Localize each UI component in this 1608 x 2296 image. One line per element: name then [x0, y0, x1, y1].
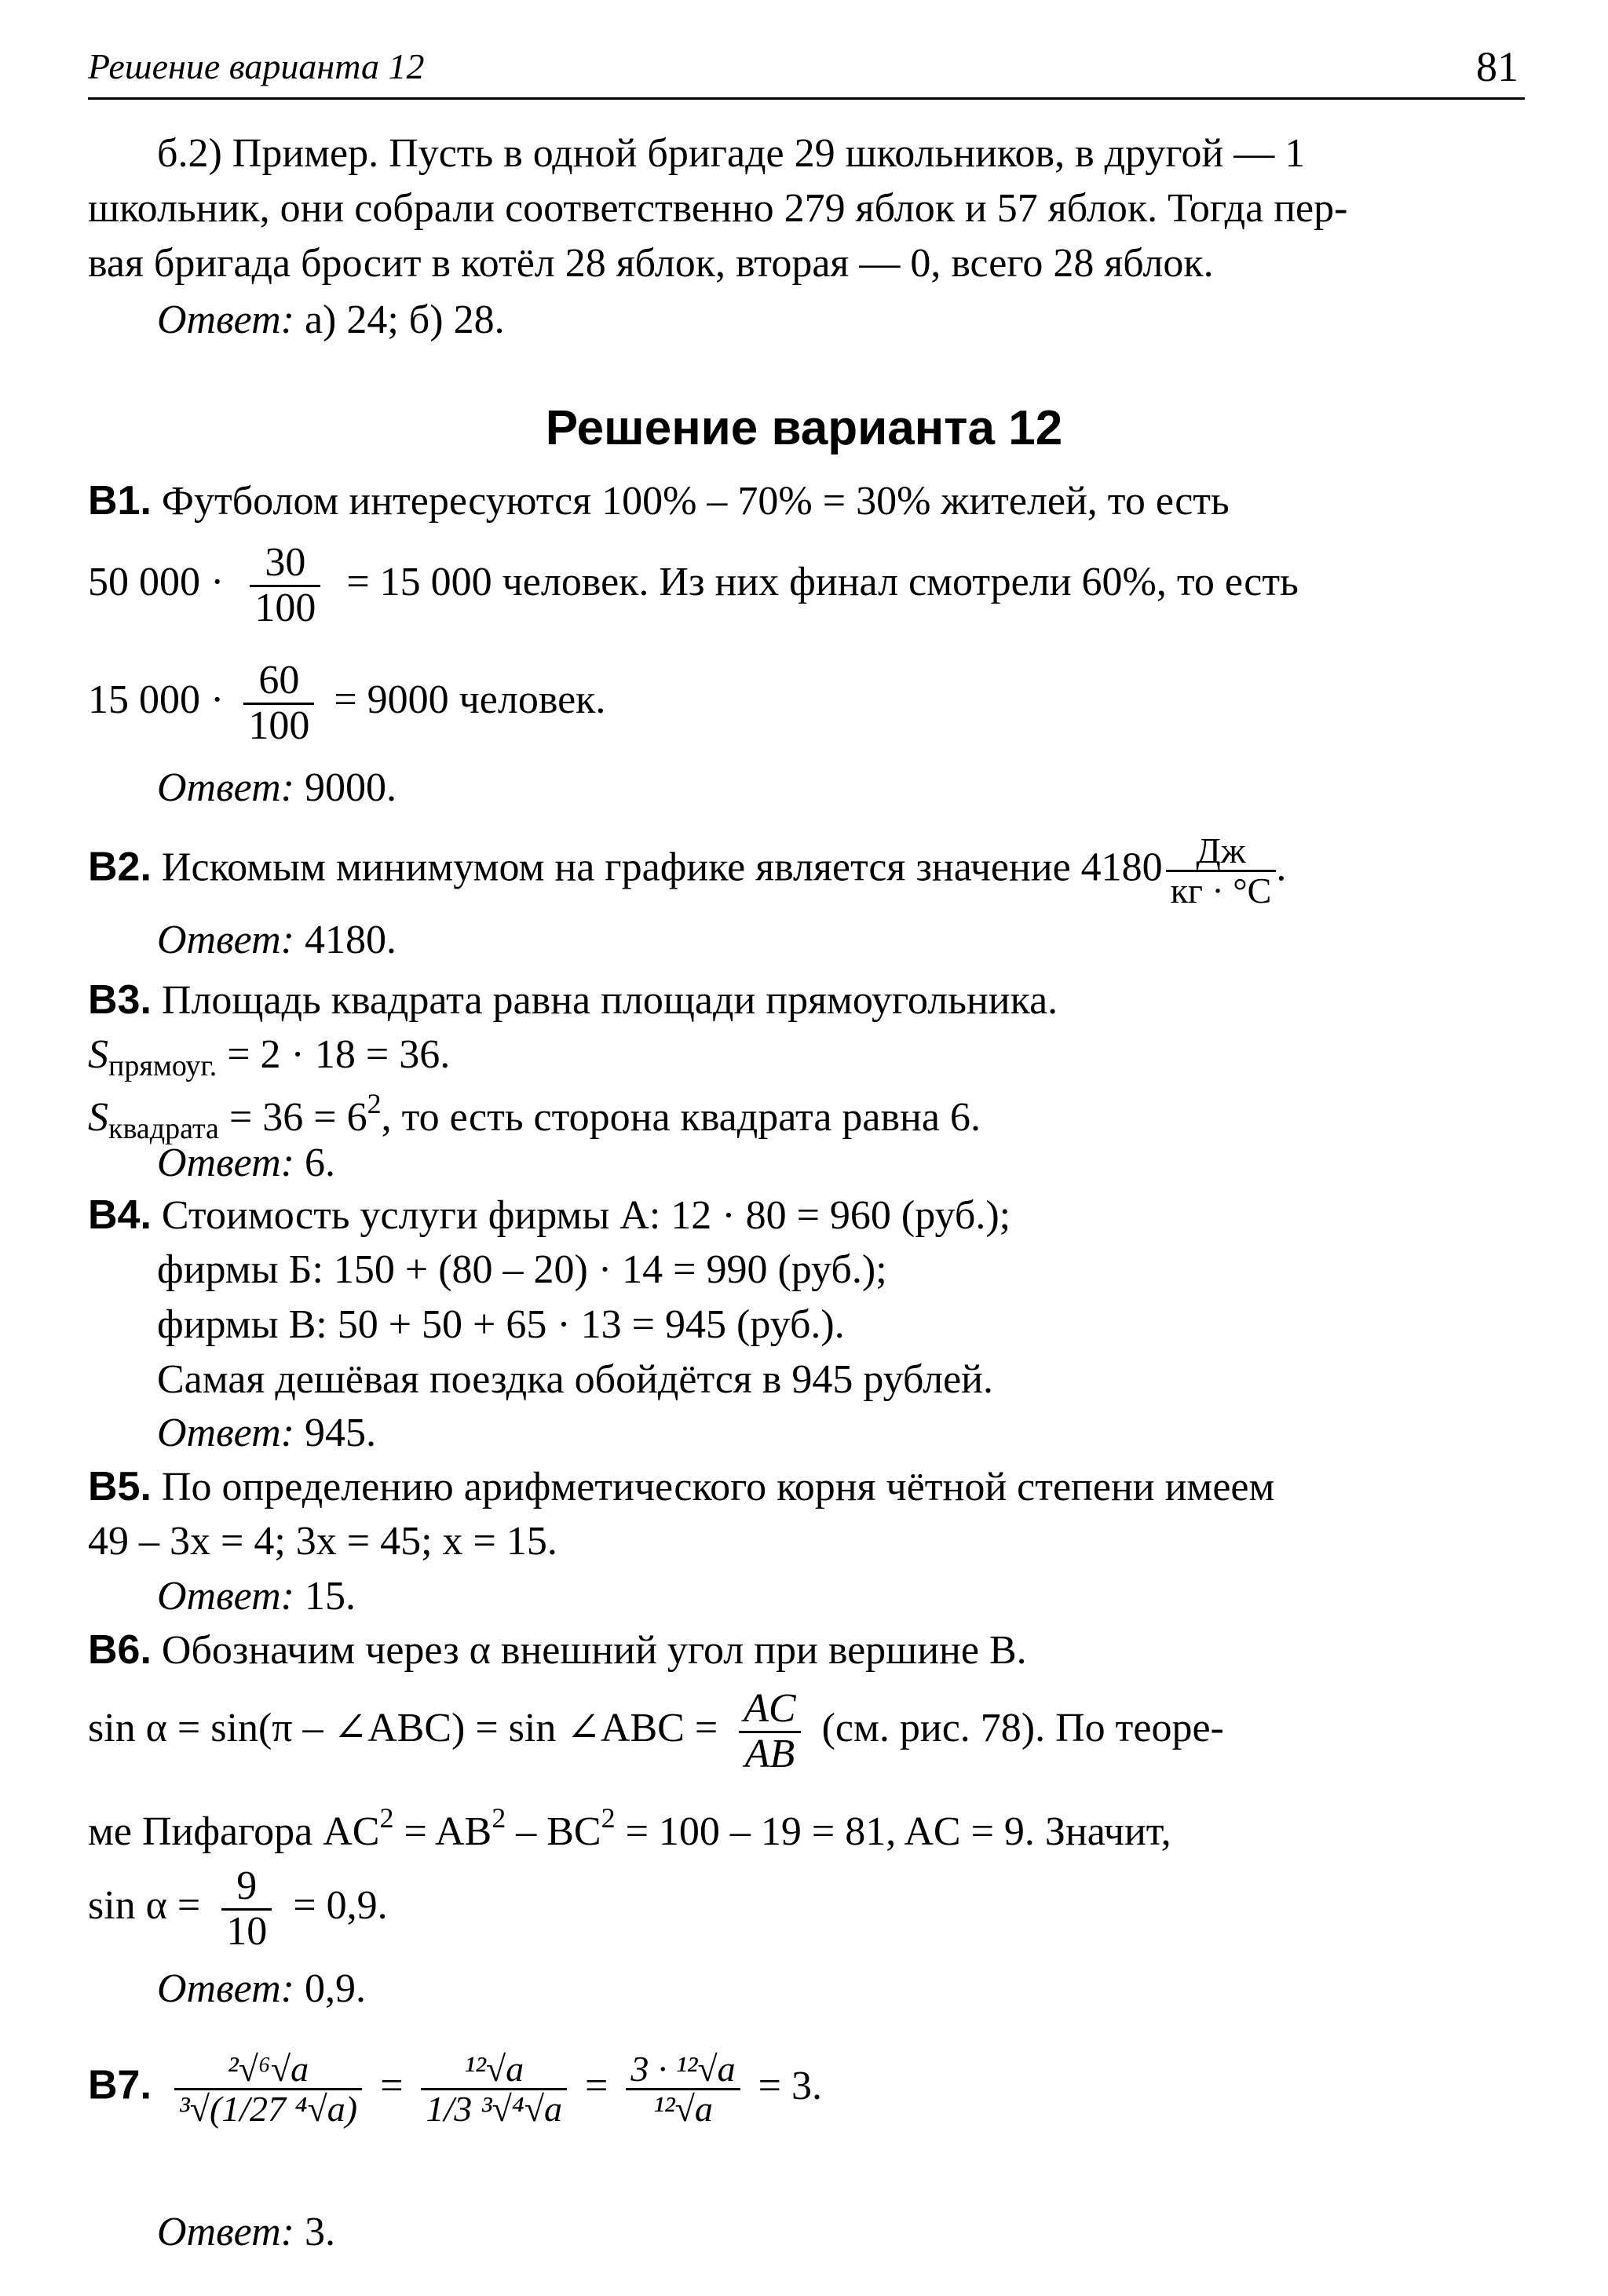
- equals-sign: =: [380, 2063, 404, 2108]
- b3-eq2b: , то есть сторона квадрата равна 6.: [381, 1095, 981, 1140]
- b6-equation-2: [88, 1865, 388, 1953]
- b1-eq2-fraction: [243, 659, 314, 747]
- b2-label: B2.: [88, 844, 152, 890]
- b1-eq2-right: = 9000 человек.: [334, 677, 606, 723]
- b6-line-3: [88, 1804, 1171, 1852]
- b1-eq1-fraction: [250, 542, 320, 630]
- b4-line-3: фирмы В: 50 + 50 + 65 · 13 = 945 (руб.).: [157, 1302, 845, 1347]
- b6-label: B6.: [88, 1627, 152, 1673]
- b6-eq2-fraction: [221, 1865, 272, 1953]
- b6-pyth-d: = 100 – 19 = 81, AC = 9. Значит,: [615, 1809, 1171, 1854]
- fraction-numerator: AC: [739, 1688, 800, 1733]
- exponent: 2: [492, 1802, 506, 1834]
- fraction-denominator: ³√(1/27 ⁴√a): [178, 2089, 358, 2130]
- answer-value: 4180.: [304, 918, 397, 962]
- answer-label: Ответ:: [157, 1141, 294, 1185]
- b3-answer: [157, 1143, 335, 1184]
- answer-value: 0,9.: [304, 1966, 366, 2011]
- fraction-denominator: 10: [226, 1908, 268, 1954]
- b2-text: Искомым минимумом на графике является значение 4180: [161, 845, 1163, 890]
- exponent: 2: [367, 1088, 382, 1119]
- b5-line-2: 49 – 3x = 4; 3x = 45; x = 15.: [88, 1519, 557, 1564]
- b6-text: Обозначим через α внешний угол при вершине B.: [161, 1628, 1027, 1673]
- b1-eq2-left: 15 000 ·: [88, 677, 225, 723]
- b4-line-4: Самая дешёвая поездка обойдётся в 945 рублей.: [157, 1357, 994, 1402]
- b1-label: B1.: [88, 478, 152, 524]
- fraction-denominator: AB: [744, 1731, 795, 1776]
- b1-text: Футболом интересуются 100% – 70% = 30% жителей, то есть: [161, 479, 1230, 524]
- fraction-numerator: 3 · ¹²√a: [626, 2050, 740, 2090]
- b6-answer: [157, 1966, 366, 2011]
- answer-label: Ответ:: [157, 1966, 294, 2011]
- area-subscript: квадрата: [108, 1112, 219, 1145]
- answer-label: Ответ:: [157, 765, 294, 810]
- answer-value: 15.: [304, 1574, 356, 1619]
- answer-value: а) 24; б) 28.: [304, 297, 505, 342]
- b2-line: [88, 832, 1286, 911]
- b1-answer: [157, 765, 397, 810]
- b3-line-1: [88, 977, 1058, 1023]
- fraction-numerator: 9: [221, 1865, 272, 1911]
- b6-eq1-right: (см. рис. 78). По теоре-: [821, 1706, 1224, 1751]
- b4-label: B4.: [88, 1192, 152, 1238]
- b6-equation-1: [88, 1688, 1224, 1776]
- b4-text: Стоимость услуги фирмы А: 12 · 80 = 960 (руб.);: [161, 1193, 1011, 1238]
- answer-value: 6.: [304, 1141, 335, 1185]
- b6-eq1-fraction: [739, 1688, 800, 1776]
- answer-value: 3.: [304, 2210, 335, 2254]
- b7-line: [88, 2050, 822, 2129]
- fraction-denominator: ¹²√a: [653, 2089, 713, 2130]
- answer-label: Ответ:: [157, 297, 294, 342]
- area-subscript: прямоуг.: [108, 1049, 217, 1082]
- answer-label: Ответ:: [157, 1574, 294, 1619]
- b7-fraction-1: [174, 2050, 362, 2129]
- b2-answer: [157, 920, 397, 961]
- answer-value: 945.: [304, 1411, 376, 1455]
- b7-result: = 3.: [758, 2063, 822, 2108]
- b5-label: B5.: [88, 1464, 152, 1509]
- b6-eq2-left: sin α =: [88, 1883, 201, 1929]
- b4-line-2: фирмы Б: 150 + (80 – 20) · 14 = 990 (руб.);: [157, 1247, 887, 1292]
- fraction-denominator: 100: [254, 585, 316, 630]
- fraction-numerator: ¹²√a: [421, 2050, 567, 2090]
- b6-pyth-a: ме Пифагора AC: [88, 1809, 380, 1854]
- b1-equation-1: [88, 542, 1299, 630]
- equals-sign: =: [585, 2063, 608, 2108]
- exponent: 2: [379, 1802, 394, 1834]
- b4-answer: [157, 1413, 376, 1454]
- exponent: 2: [601, 1802, 616, 1834]
- answer-value: 9000.: [304, 765, 397, 810]
- page-number: 81: [1476, 43, 1518, 90]
- b5-line-1: [88, 1466, 1274, 1508]
- answer-label: Ответ:: [157, 918, 294, 962]
- header-rule: [88, 97, 1525, 100]
- b1-line-1: [88, 480, 1230, 522]
- b3-line-3: [88, 1090, 981, 1144]
- b3-eq2a: = 36 = 6: [218, 1095, 367, 1140]
- b6-line-1: [88, 1627, 1027, 1673]
- b7-fraction-3: [626, 2050, 740, 2129]
- answer-label: Ответ:: [157, 1411, 294, 1455]
- b1-equation-2: [88, 659, 605, 747]
- prev-line-1: б.2) Пример. Пусть в одной бригаде 29 школьников, в другой — 1: [157, 131, 1306, 176]
- unit-denominator: кг · °C: [1170, 871, 1272, 911]
- running-title: Решение варианта 12: [88, 46, 425, 86]
- section-title: Решение варианта 12: [545, 401, 1063, 455]
- b6-pyth-c: – BC: [506, 1809, 601, 1854]
- fraction-numerator: 30: [250, 542, 320, 587]
- b6-pyth-b: = AB: [393, 1809, 492, 1854]
- b6-eq2-right: = 0,9.: [293, 1883, 388, 1929]
- unit-numerator: Дж: [1166, 832, 1277, 872]
- b2-unit-fraction: [1166, 832, 1277, 911]
- b5-answer: [157, 1576, 356, 1617]
- b5-text: По определению арифметического корня чётной степени имеем: [161, 1465, 1275, 1509]
- b7-answer: [157, 2212, 335, 2253]
- fraction-denominator: 100: [248, 703, 310, 748]
- b4-line-1: [88, 1192, 1011, 1238]
- answer-label: Ответ:: [157, 2210, 294, 2254]
- fraction-numerator: ²√⁶√a: [174, 2050, 362, 2090]
- b1-eq1-left: 50 000 ·: [88, 560, 225, 605]
- b3-label: B3.: [88, 977, 152, 1023]
- fraction-denominator: 1/3 ³√⁴√a: [426, 2089, 563, 2130]
- b3-line-2: [88, 1032, 451, 1082]
- b3-text: Площадь квадрата равна площади прямоугольника.: [161, 978, 1058, 1023]
- prev-line-2: школьник, они собрали соответственно 279 яблок и 57 яблок. Тогда пер-: [88, 186, 1348, 231]
- area-symbol: S: [88, 1032, 108, 1077]
- fraction-numerator: 60: [243, 659, 314, 705]
- b1-eq1-right: = 15 000 человек. Из них финал смотрели 60%, то есть: [346, 560, 1299, 605]
- b6-eq1-left: sin α = sin(π – ∠ABC) = sin ∠ABC =: [88, 1706, 718, 1751]
- b7-label: B7.: [88, 2062, 152, 2108]
- prev-line-3: вая бригада бросит в котёл 28 яблок, вторая — 0, всего 28 яблок.: [88, 241, 1214, 286]
- area-symbol: S: [88, 1095, 108, 1140]
- b7-fraction-2: [421, 2050, 567, 2129]
- prev-answer: [157, 297, 505, 342]
- b2-end: .: [1276, 845, 1287, 890]
- b3-eq1: = 2 · 18 = 36.: [217, 1032, 451, 1077]
